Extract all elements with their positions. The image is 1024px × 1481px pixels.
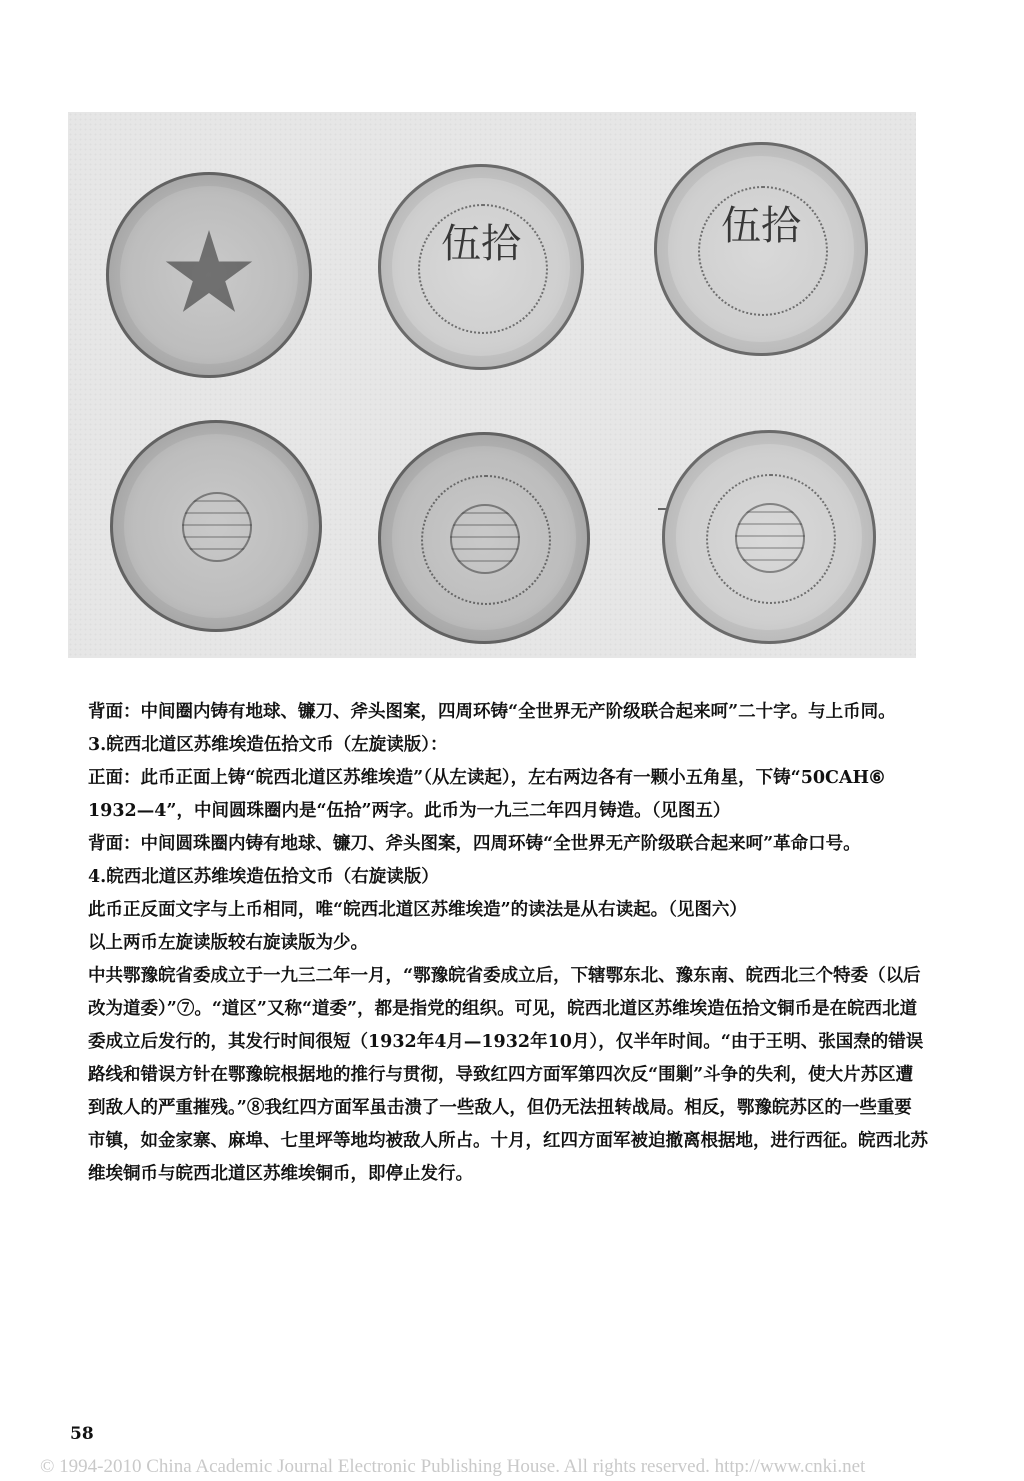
coin-6-reverse: [662, 430, 876, 644]
coin-6-obverse: [654, 142, 868, 356]
globe-emblem: [450, 504, 520, 574]
coin-5-denomination: 伍拾: [441, 221, 521, 267]
paragraph: 此币正反面文字与上币相同，唯“皖西北道区苏维埃造”的读法是从右读起。（见图六）: [88, 900, 747, 920]
page-number: 58: [70, 1424, 94, 1444]
paragraph: 正面：此币正面上铸“皖西北道区苏维埃造”（从左读起），左右两边各有一颗小五角星，下铸“50CAH⑥ 1932—4”，中间圆珠圈内是“伍拾”两字。此币为一九三二年四月铸造。（见图五）: [88, 768, 885, 821]
paragraph: 以上两币左旋读版较右旋读版为少。: [88, 933, 368, 953]
coin-4-obverse: [106, 172, 312, 378]
paragraph: 4.皖西北道区苏维埃造伍拾文币（右旋读版）: [88, 867, 439, 887]
paragraph: 背面：中间圆珠圈内铸有地球、镰刀、斧头图案，四周环铸“全世界无产阶级联合起来呵”革命口号。: [88, 834, 861, 854]
article-body: [88, 696, 928, 1191]
paragraph: 中共鄂豫皖省委成立于一九三二年一月，“鄂豫皖省委成立后，下辖鄂东北、豫东南、皖西北三个特委（以后改为道委）”⑦。“道区”又称“道委”，都是指党的组织。可见，皖西北道区苏维埃造伍拾文铜币是在皖西北道委成立后发行的，其发行时间很短（1932年4月—1932年10月），仅半年时间。“由于王明、张国焘的错误路线和错误方针在鄂豫皖根据地的推行与贯彻，导致红四方面军第四次反“围剿”斗争的失利，使大片苏区遭到敌人的严重摧残。”⑧我红四方面军虽击溃了一些敌人，但仍无法扭转战局。相反，鄂豫皖苏区的一些重要市镇，如金家寨、麻埠、七里坪等地均被敌人所占。十月，红四方面军被迫撤离根据地，进行西征。皖西北苏维埃铜币与皖西北道区苏维埃铜币，即停止发行。: [88, 966, 928, 1184]
paragraph: 3.皖西北道区苏维埃造伍拾文币（左旋读版）：: [88, 735, 448, 755]
coin-5-obverse: [378, 164, 584, 370]
coin-4-reverse: [110, 420, 322, 632]
coin-6-denomination: 伍拾: [721, 203, 801, 249]
copyright-footer: © 1994-2010 China Academic Journal Electronic Publishing House. All rights reserved. http://www.cnki.net: [40, 1456, 866, 1477]
globe-emblem: [182, 492, 252, 562]
coin-5-reverse: [378, 432, 590, 644]
globe-emblem: [735, 503, 805, 573]
paragraph: 背面：中间圈内铸有地球、镰刀、斧头图案，四周环铸“全世界无产阶级联合起来呵”二十字。与上币同。: [88, 702, 896, 722]
coin-photo-plate: [68, 112, 916, 658]
star-emblem: [164, 230, 254, 320]
